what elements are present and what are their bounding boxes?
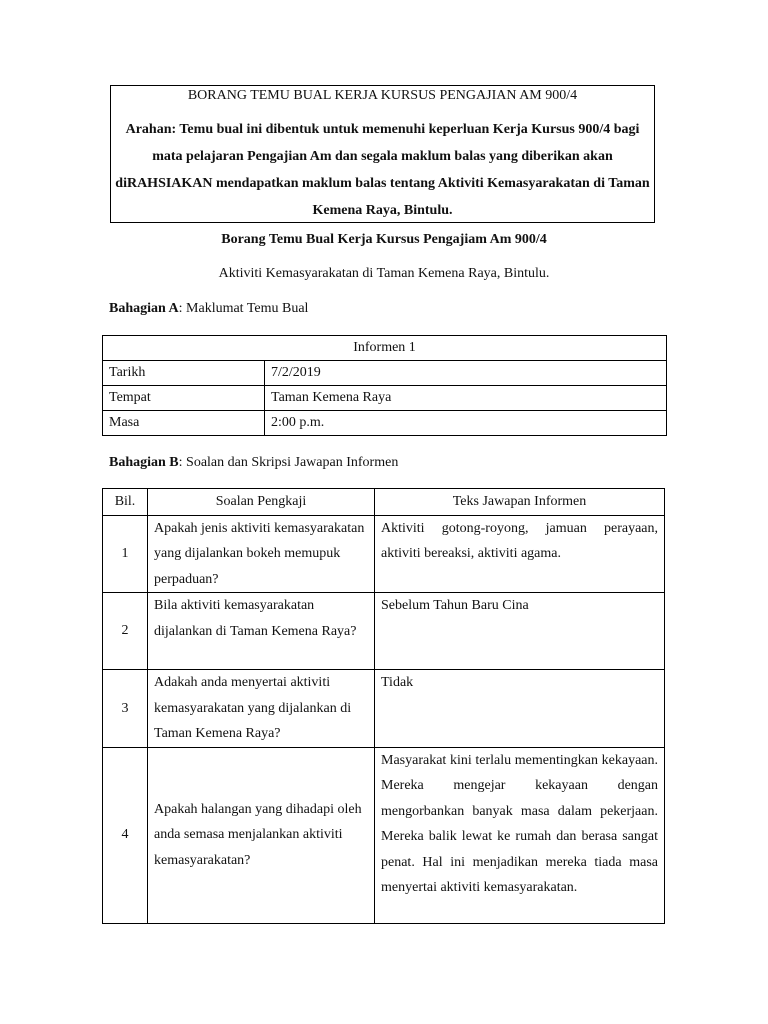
page-heading: Borang Temu Bual Kerja Kursus Pengajiam Am 900/4 (221, 232, 547, 247)
questions-table (102, 488, 665, 924)
answer-cell: Masyarakat kini terlalu mementingkan kekayaan. Mereka mengejar kekayaan dengan mengorbankan banyak masa dalam pekerjaan. Mereka balik lewat ke rumah dan berasa sangat penat. Hal ini menjadikan mereka tiada masa menyertai aktiviti kemasyarakatan. (375, 747, 665, 923)
form-instruction-box (110, 85, 655, 223)
field-value: Taman Kemena Raya (265, 386, 667, 411)
section-b-title: : Soalan dan Skripsi Jawapan Informen (178, 455, 399, 470)
table-row (103, 747, 665, 923)
page-subheading: Aktiviti Kemasyarakatan di Taman Kemena Raya, Bintulu. (218, 266, 550, 281)
row-number: 1 (103, 515, 148, 593)
section-b-label: Bahagian B (109, 455, 179, 470)
question-cell: Apakah halangan yang dihadapi oleh anda semasa menjalankan aktiviti kemasyarakatan? (148, 747, 375, 923)
table-header-row (103, 489, 665, 516)
answer-cell: Tidak (375, 670, 665, 748)
interview-info-table (102, 335, 667, 436)
question-cell: Adakah anda menyertai aktiviti kemasyarakatan yang dijalankan di Taman Kemena Raya? (148, 670, 375, 748)
table-row (103, 515, 665, 593)
column-header-number: Bil. (103, 489, 148, 516)
row-number: 2 (103, 593, 148, 670)
informant-header: Informen 1 (103, 336, 667, 361)
section-a-title: : Maklumat Temu Bual (178, 301, 309, 316)
question-cell: Apakah jenis aktiviti kemasyarakatan yang dijalankan bokeh memupuk perpaduan? (148, 515, 375, 593)
field-value: 7/2/2019 (265, 361, 667, 386)
field-label: Tempat (103, 386, 265, 411)
table-row (103, 386, 667, 411)
table-row (103, 670, 665, 748)
row-number: 3 (103, 670, 148, 748)
form-title: BORANG TEMU BUAL KERJA KURSUS PENGAJIAN AM 900/4 (187, 88, 578, 103)
column-header-answer: Teks Jawapan Informen (375, 489, 665, 516)
section-a-heading (109, 301, 308, 317)
column-header-question: Soalan Pengkaji (148, 489, 375, 516)
form-instructions: Arahan: Temu bual ini dibentuk untuk memenuhi keperluan Kerja Kursus 900/4 bagi mata pelajaran Pengajian Am dan segala maklum balas yang diberikan akan diRAHSIAKAN mendapatkan maklum balas tentang Aktiviti Kemasyarakatan di Taman Kemena Raya, Bintulu. (115, 122, 650, 218)
answer-cell: Sebelum Tahun Baru Cina (375, 593, 665, 670)
field-value: 2:00 p.m. (265, 411, 667, 436)
field-label: Tarikh (103, 361, 265, 386)
question-cell: Bila aktiviti kemasyarakatan dijalankan di Taman Kemena Raya? (148, 593, 375, 670)
section-b-heading (109, 455, 398, 471)
answer-cell: Aktiviti gotong-royong, jamuan perayaan, aktiviti bereaksi, aktiviti agama. (375, 515, 665, 593)
table-row (103, 411, 667, 436)
section-a-label: Bahagian A (109, 301, 179, 316)
table-row (103, 361, 667, 386)
row-number: 4 (103, 747, 148, 923)
field-label: Masa (103, 411, 265, 436)
table-row (103, 593, 665, 670)
